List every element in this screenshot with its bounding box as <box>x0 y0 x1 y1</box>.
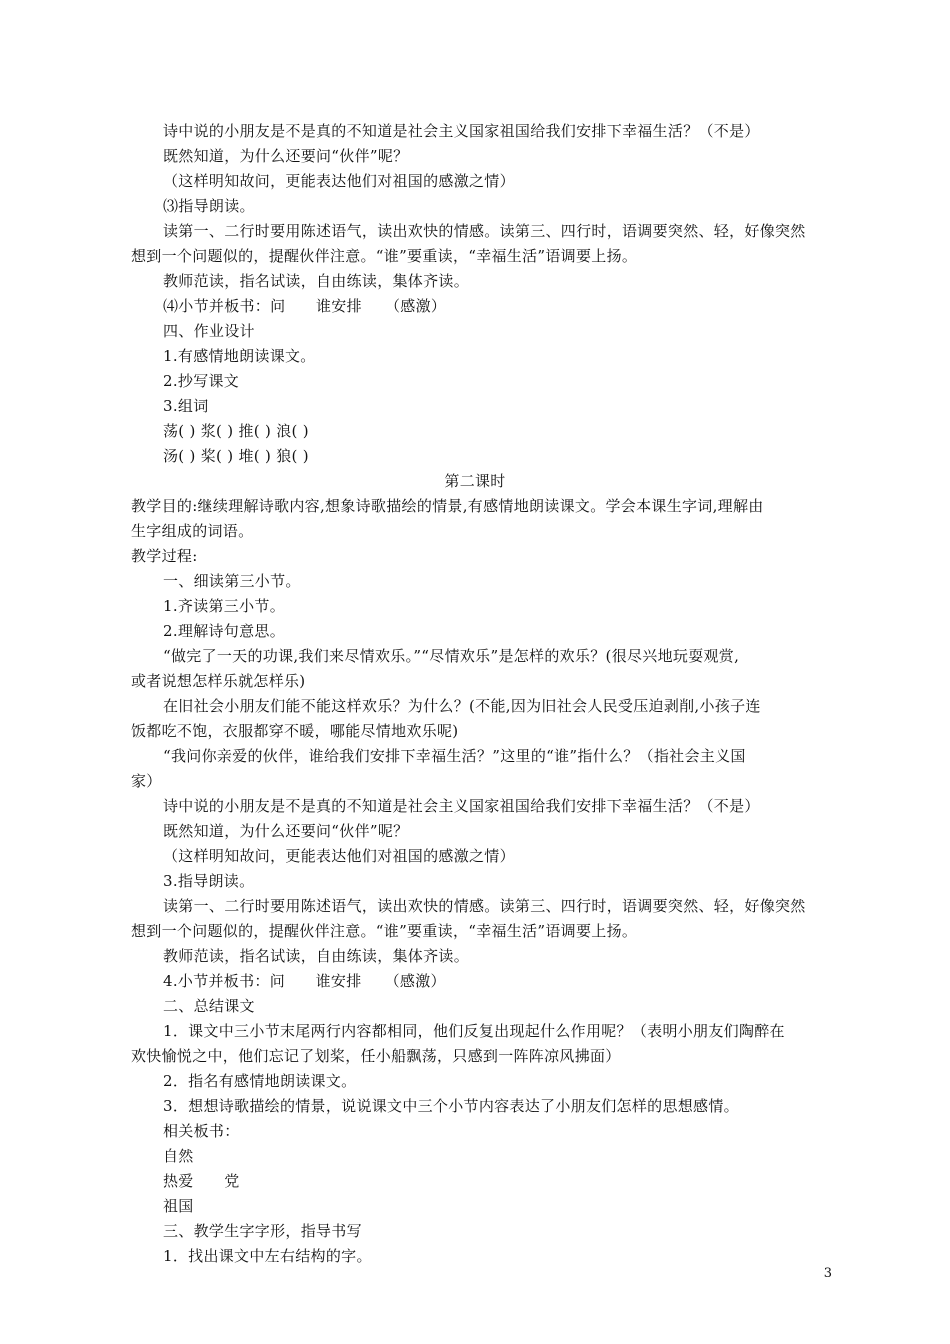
text-line: 2.抄写课文 <box>163 372 240 390</box>
text-line: 教师范读，指名试读，自由练读，集体齐读。 <box>163 272 470 290</box>
text-line: 3.指导朗读。 <box>163 872 255 890</box>
page-number: 3 <box>823 1266 832 1281</box>
text-line: 1.有感情地朗读课文。 <box>163 347 316 365</box>
text-line: 2．指名有感情地朗读课文。 <box>163 1072 357 1090</box>
text-line: 1．课文中三小节末尾两行内容都相同，他们反复出现起什么作用呢？（表明小朋友们陶醉在 <box>163 1022 785 1040</box>
text-line: 2.理解诗句意思。 <box>163 622 286 640</box>
text-line: （这样明知故问，更能表达他们对祖国的感激之情） <box>163 172 515 190</box>
text-line: 在旧社会小朋友们能不能这样欢乐？为什么？(不能,因为旧社会人民受压迫剥削,小孩子连 <box>163 697 761 715</box>
text-line: 1．找出课文中左右结构的字。 <box>163 1247 372 1265</box>
text-line: 教学目的:继续理解诗歌内容,想象诗歌描绘的情景,有感情地朗读课文。学会本课生字词,理解由 <box>131 497 764 515</box>
text-line: 既然知道，为什么还要问“伙伴”呢？ <box>163 822 409 840</box>
text-line: 3．想想诗歌描绘的情景，说说课文中三个小节内容表达了小朋友们怎样的思想感情。 <box>163 1097 739 1115</box>
text-line: “做完了一天的功课,我们来尽情欢乐。”“尽情欢乐”是怎样的欢乐？(很尽兴地玩耍观赏, <box>163 647 740 665</box>
text-line: 读第一、二行时要用陈述语气，读出欢快的情感。读第三、四行时，语调要突然、轻，好像突然 <box>163 222 806 240</box>
text-line: 想到一个问题似的，提醒伙伴注意。“谁”要重读，“幸福生活”语调要上扬。 <box>131 247 638 265</box>
text-line: 生字组成的词语。 <box>131 522 254 540</box>
text-line: “我问你亲爱的伙伴，谁给我们安排下幸福生活？”这里的“谁”指什么？（指社会主义国 <box>163 747 746 765</box>
text-line: 1.齐读第三小节。 <box>163 597 286 615</box>
section-heading: 三、教学生字字形，指导书写 <box>163 1222 362 1240</box>
text-line: 诗中说的小朋友是不是真的不知道是社会主义国家祖国给我们安排下幸福生活？（不是） <box>163 122 760 140</box>
text-line: 3.组词 <box>163 397 209 415</box>
text-line: 既然知道，为什么还要问“伙伴”呢？ <box>163 147 409 165</box>
section-heading: 四、作业设计 <box>163 322 255 340</box>
text-line: 自然 <box>163 1147 194 1165</box>
text-line: 4.小节并板书：问 谁安排 （感激） <box>163 972 446 990</box>
text-line: 祖国 <box>163 1197 194 1215</box>
text-line: 热爱 党 <box>163 1172 240 1190</box>
text-line: 教学过程: <box>131 547 198 565</box>
text-line: 汤( ) 桨( ) 堆( ) 狼( ) <box>163 447 309 465</box>
text-line: 家） <box>131 772 162 790</box>
text-line: 读第一、二行时要用陈述语气，读出欢快的情感。读第三、四行时，语调要突然、轻，好像突然 <box>163 897 806 915</box>
text-line: ⑷小节并板书：问 谁安排 （感激） <box>163 297 447 315</box>
text-line: 诗中说的小朋友是不是真的不知道是社会主义国家祖国给我们安排下幸福生活？（不是） <box>163 797 760 815</box>
text-line: ⑶指导朗读。 <box>163 197 255 215</box>
text-line: 相关板书： <box>163 1122 240 1140</box>
text-line: 欢快愉悦之中，他们忘记了划桨，任小船飘荡，只感到一阵阵凉风拂面） <box>131 1047 621 1065</box>
section-heading: 一、细读第三小节。 <box>163 572 301 590</box>
text-line: 饭都吃不饱，衣服都穿不暖，哪能尽情地欢乐呢) <box>131 722 459 740</box>
text-line: 教师范读，指名试读，自由练读，集体齐读。 <box>163 947 470 965</box>
text-line: 想到一个问题似的，提醒伙伴注意。“谁”要重读，“幸福生活”语调要上扬。 <box>131 922 638 940</box>
section-heading: 二、总结课文 <box>163 997 255 1015</box>
text-line: 或者说想怎样乐就怎样乐) <box>131 672 306 690</box>
text-line: （这样明知故问，更能表达他们对祖国的感激之情） <box>163 847 515 865</box>
lesson-title: 第二课时 <box>444 472 506 490</box>
text-line: 荡( ) 浆( ) 推( ) 浪( ) <box>163 422 309 440</box>
